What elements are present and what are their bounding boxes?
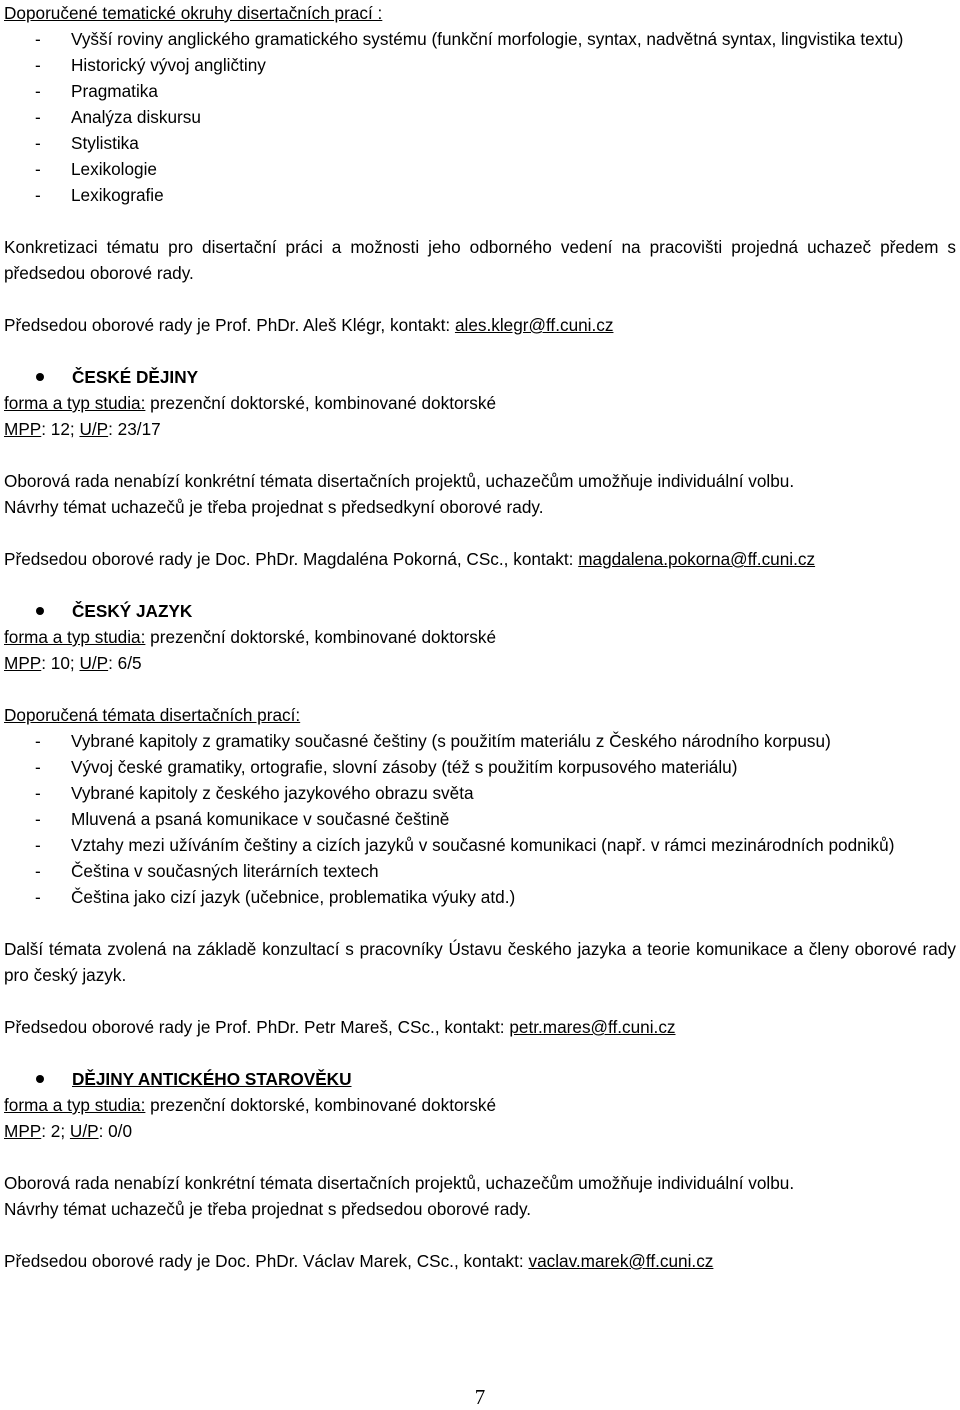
study-form-value: prezenční doktorské, kombinované doktorské	[145, 1095, 497, 1115]
list-item: - Analýza diskursu	[4, 104, 956, 130]
english-topics-list	[4, 26, 956, 208]
study-form-label: forma a typ studia:	[4, 1095, 146, 1115]
section-chair	[4, 1014, 956, 1040]
topics-intro: Doporučené tematické okruhy disertačních prací :	[4, 3, 383, 23]
section-chair	[4, 546, 956, 572]
up-value: : 6/5	[108, 653, 142, 673]
list-item: - Vztahy mezi užíváním češtiny a cizích jazyků v současné komunikaci (např. v rámci mezinárodních podniků)	[4, 832, 956, 858]
chair-text: Předsedou oborové rady je Doc. PhDr. Václav Marek, CSc., kontakt:	[4, 1251, 529, 1271]
list-item: - Mluvená a psaná komunikace v současné češtině	[4, 806, 956, 832]
section-text: Návrhy témat uchazečů je třeba projednat s předsedou oborové rady.	[4, 1199, 532, 1219]
up-value: : 23/17	[108, 419, 161, 439]
page-number: 7	[474, 1385, 486, 1409]
chair-text: Předsedou oborové rady je Prof. PhDr. Petr Mareš, CSc., kontakt:	[4, 1017, 510, 1037]
up-value: : 0/0	[98, 1121, 133, 1141]
study-form-value: prezenční doktorské, kombinované doktorské	[145, 627, 497, 647]
english-note: Konkretizaci tématu pro disertační práci a možnosti jeho odborného vedení na pracovišti projedná uchazeč předem s předsedou oborové rady.	[4, 237, 956, 283]
section-chair	[4, 1248, 956, 1274]
mpp-line	[4, 416, 956, 442]
up-label: U/P	[69, 1121, 99, 1141]
list-item: - Čeština v současných literárních textech	[4, 858, 956, 884]
list-item: - Historický vývoj angličtiny	[4, 52, 956, 78]
study-form	[4, 1092, 956, 1118]
list-item: - Lexikologie	[4, 156, 956, 182]
mpp-label: MPP	[4, 419, 42, 439]
chair-text: Předsedou oborové rady je Doc. PhDr. Magdaléna Pokorná, CSc., kontakt:	[4, 549, 579, 569]
section-text: Další témata zvolená na základě konzultací s pracovníky Ústavu českého jazyka a teorie komunikace a členy oborové rady pro český jazyk.	[4, 939, 956, 985]
list-item: - Vývoj české gramatiky, ortografie, slovní zásoby (též s použitím korpusového materiálu)	[4, 754, 956, 780]
section-title: DĚJINY ANTICKÉHO STAROVĚKU	[72, 1069, 352, 1089]
study-form-label: forma a typ studia:	[4, 627, 146, 647]
list-item: - Lexikografie	[4, 182, 956, 208]
study-form	[4, 624, 956, 650]
bullet-icon	[36, 373, 44, 381]
mpp-label: MPP	[4, 1121, 42, 1141]
bullet-icon	[36, 1075, 44, 1083]
section-title: ČESKÉ DĚJINY	[72, 367, 199, 387]
mpp-label: MPP	[4, 653, 42, 673]
list-item: - Vybrané kapitoly z českého jazykového obrazu světa	[4, 780, 956, 806]
document-page	[4, 0, 956, 1274]
mpp-line	[4, 650, 956, 676]
section-text: Návrhy témat uchazečů je třeba projednat s předsedkyní oborové rady.	[4, 497, 544, 517]
mpp-line	[4, 1118, 956, 1144]
czech-topics-list	[4, 728, 956, 910]
mpp-value: : 2;	[41, 1121, 70, 1141]
list-item: - Stylistika	[4, 130, 956, 156]
chair-email-link[interactable]: vaclav.marek@ff.cuni.cz	[528, 1251, 714, 1271]
bullet-icon	[36, 607, 44, 615]
list-item: - Pragmatika	[4, 78, 956, 104]
study-form-value: prezenční doktorské, kombinované doktorské	[145, 393, 497, 413]
chair-email-link[interactable]: ales.klegr@ff.cuni.cz	[454, 315, 614, 335]
section-text: Oborová rada nenabízí konkrétní témata disertačních projektů, uchazečům umožňuje individuální volbu.	[4, 471, 795, 491]
english-chair	[4, 312, 956, 338]
list-item: - Vybrané kapitoly z gramatiky současné češtiny (s použitím materiálu z Českého národního korpusu)	[4, 728, 956, 754]
section-text: Oborová rada nenabízí konkrétní témata disertačních projektů, uchazečům umožňuje individuální volbu.	[4, 1173, 795, 1193]
study-form-label: forma a typ studia:	[4, 393, 146, 413]
topics-label: Doporučená témata disertačních prací:	[4, 705, 301, 725]
list-item: - Čeština jako cizí jazyk (učebnice, problematika výuky atd.)	[4, 884, 956, 910]
chair-text: Předsedou oborové rady je Prof. PhDr. Aleš Klégr, kontakt:	[4, 315, 455, 335]
mpp-value: : 12;	[41, 419, 80, 439]
section-heading-ceske-dejiny	[4, 364, 956, 390]
section-heading-cesky-jazyk	[4, 598, 956, 624]
up-label: U/P	[79, 653, 109, 673]
mpp-value: : 10;	[41, 653, 80, 673]
chair-email-link[interactable]: magdalena.pokorna@ff.cuni.cz	[578, 549, 816, 569]
section-heading-dejiny-antickeho	[4, 1066, 956, 1092]
up-label: U/P	[79, 419, 109, 439]
list-item: - Vyšší roviny anglického gramatického systému (funkční morfologie, syntax, nadvětná syntax, lingvistika textu)	[4, 26, 956, 52]
section-title: ČESKÝ JAZYK	[72, 601, 193, 621]
study-form	[4, 390, 956, 416]
chair-email-link[interactable]: petr.mares@ff.cuni.cz	[509, 1017, 676, 1037]
